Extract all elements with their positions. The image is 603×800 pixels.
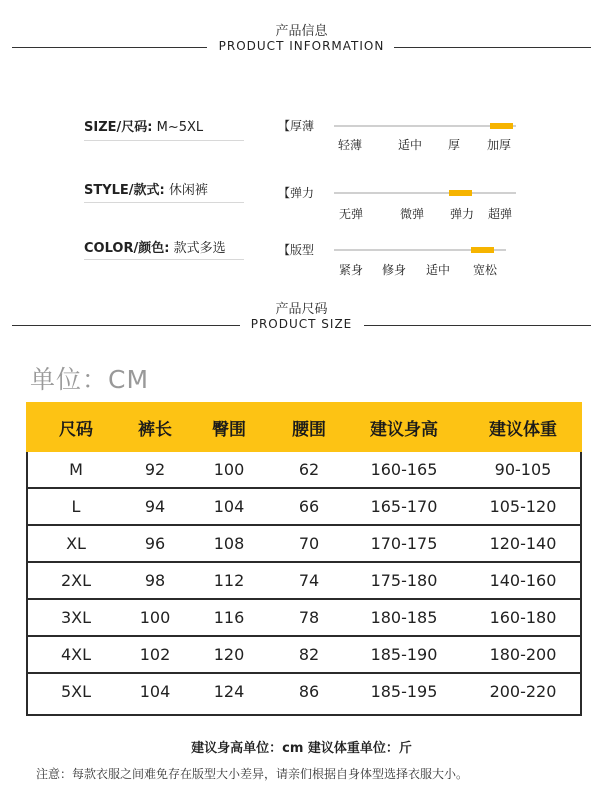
gauge-thickness-label: 【厚薄 (278, 119, 315, 133)
table-cell: 120-140 (464, 525, 582, 562)
table-cell: 102 (126, 636, 184, 673)
gauge-option: 无弹 (339, 207, 364, 221)
table-cell: 94 (126, 488, 184, 525)
table-cell: 175-180 (344, 562, 464, 599)
table-row (26, 452, 582, 488)
table-cell: 108 (184, 525, 274, 562)
table-cell: 104 (126, 673, 184, 709)
divider-right (364, 325, 591, 326)
table-cell: 112 (184, 562, 274, 599)
table-header-row (26, 402, 582, 452)
table-cell: 78 (274, 599, 344, 636)
table-cell: 185-190 (344, 636, 464, 673)
table-cell: 5XL (26, 673, 126, 709)
table-cell: 62 (298, 460, 320, 479)
table-cell: 160-180 (464, 599, 582, 636)
attr-size-key: SIZE/尺码: (84, 120, 153, 135)
attr-color (84, 237, 226, 256)
gauge-elasticity-track (334, 192, 516, 194)
table-cell: 92 (144, 460, 166, 479)
table-cell: 86 (274, 673, 344, 709)
table-cell: 96 (126, 525, 184, 562)
table-body (26, 452, 582, 709)
table-row (26, 525, 582, 562)
gauge-option: 弹力 (450, 207, 475, 221)
gauge-thickness-marker (490, 123, 513, 129)
attr-style-key: STYLE/款式: (84, 183, 165, 198)
gauge-option: 适中 (426, 263, 451, 277)
table-cell: 170-175 (344, 525, 464, 562)
table-cell: 3XL (26, 599, 126, 636)
table-cell: 100 (126, 599, 184, 636)
table-cell: 4XL (26, 636, 126, 673)
table-cell: 98 (126, 562, 184, 599)
table-row (26, 562, 582, 599)
table-cell: 66 (274, 488, 344, 525)
gauge-elasticity-marker (449, 190, 472, 196)
info-title-cn: 产品信息 (275, 24, 328, 39)
table-row (26, 599, 582, 636)
gauge-option: 厚 (448, 138, 461, 152)
size-title-cn: 产品尺码 (275, 302, 328, 317)
table-cell: 180-185 (344, 599, 464, 636)
table-cell: 165-170 (344, 488, 464, 525)
size-title-en: PRODUCT SIZE (250, 317, 353, 331)
table-cell: 200-220 (464, 673, 582, 709)
gauge-option: 宽松 (473, 263, 498, 277)
col-header: 建议体重 (464, 402, 582, 452)
attr-style-value: 休闲裤 (168, 183, 208, 198)
table-cell: 2XL (26, 562, 126, 599)
unit-label: 单位：CM (30, 365, 150, 394)
gauge-fit-label: 【版型 (278, 243, 315, 257)
table-cell: 82 (274, 636, 344, 673)
size-table (26, 402, 582, 709)
table-cell: M (69, 460, 83, 479)
gauge-option: 超弹 (488, 207, 513, 221)
table-cell: 185-195 (344, 673, 464, 709)
table-row (26, 488, 582, 525)
col-header: 尺码 (26, 402, 126, 452)
col-header: 臀围 (184, 402, 274, 452)
table-cell: L (26, 488, 126, 525)
unit-notes: 建议身高单位：cm 建议体重单位：斤 (191, 741, 412, 756)
table-cell: 120 (184, 636, 274, 673)
table-cell: 160-165 (370, 460, 438, 479)
table-cell: 116 (184, 599, 274, 636)
info-title-en: PRODUCT INFORMATION (218, 39, 385, 53)
gauge-elasticity-label: 【弹力 (278, 186, 315, 200)
table-row (26, 636, 582, 673)
attr-color-key: COLOR/颜色: (84, 241, 170, 256)
table-cell: 74 (274, 562, 344, 599)
gauge-option: 适中 (398, 138, 423, 152)
gauge-option: 轻薄 (338, 138, 363, 152)
table-cell: 70 (274, 525, 344, 562)
attr-underline (84, 202, 244, 203)
table-cell: XL (26, 525, 126, 562)
table-cell: 105-120 (464, 488, 582, 525)
table-cell: 124 (184, 673, 274, 709)
gauge-option: 微弹 (400, 207, 425, 221)
table-cell: 90-105 (494, 460, 552, 479)
gauge-option: 修身 (382, 263, 407, 277)
attr-underline (84, 259, 244, 260)
disclaimer: 注意：每款衣服之间难免存在版型大小差异，请亲们根据自身体型选择衣服大小。 (36, 767, 469, 781)
attr-style (84, 179, 208, 198)
col-header: 建议身高 (344, 402, 464, 452)
col-header: 腰围 (274, 402, 344, 452)
table-cell: 180-200 (464, 636, 582, 673)
table-row (26, 673, 582, 709)
table-cell: 140-160 (464, 562, 582, 599)
gauge-option: 紧身 (339, 263, 364, 277)
gauge-option: 加厚 (487, 138, 512, 152)
gauge-fit-marker (471, 247, 494, 253)
table-cell: 100 (213, 460, 245, 479)
col-header: 裤长 (126, 402, 184, 452)
table-cell: 104 (184, 488, 274, 525)
attr-size-value: M~5XL (156, 120, 204, 135)
divider-right (394, 47, 591, 48)
attr-underline (84, 140, 244, 141)
attr-color-value: 款式多选 (173, 241, 226, 256)
gauge-thickness-track (334, 125, 516, 127)
attr-size (84, 116, 203, 135)
